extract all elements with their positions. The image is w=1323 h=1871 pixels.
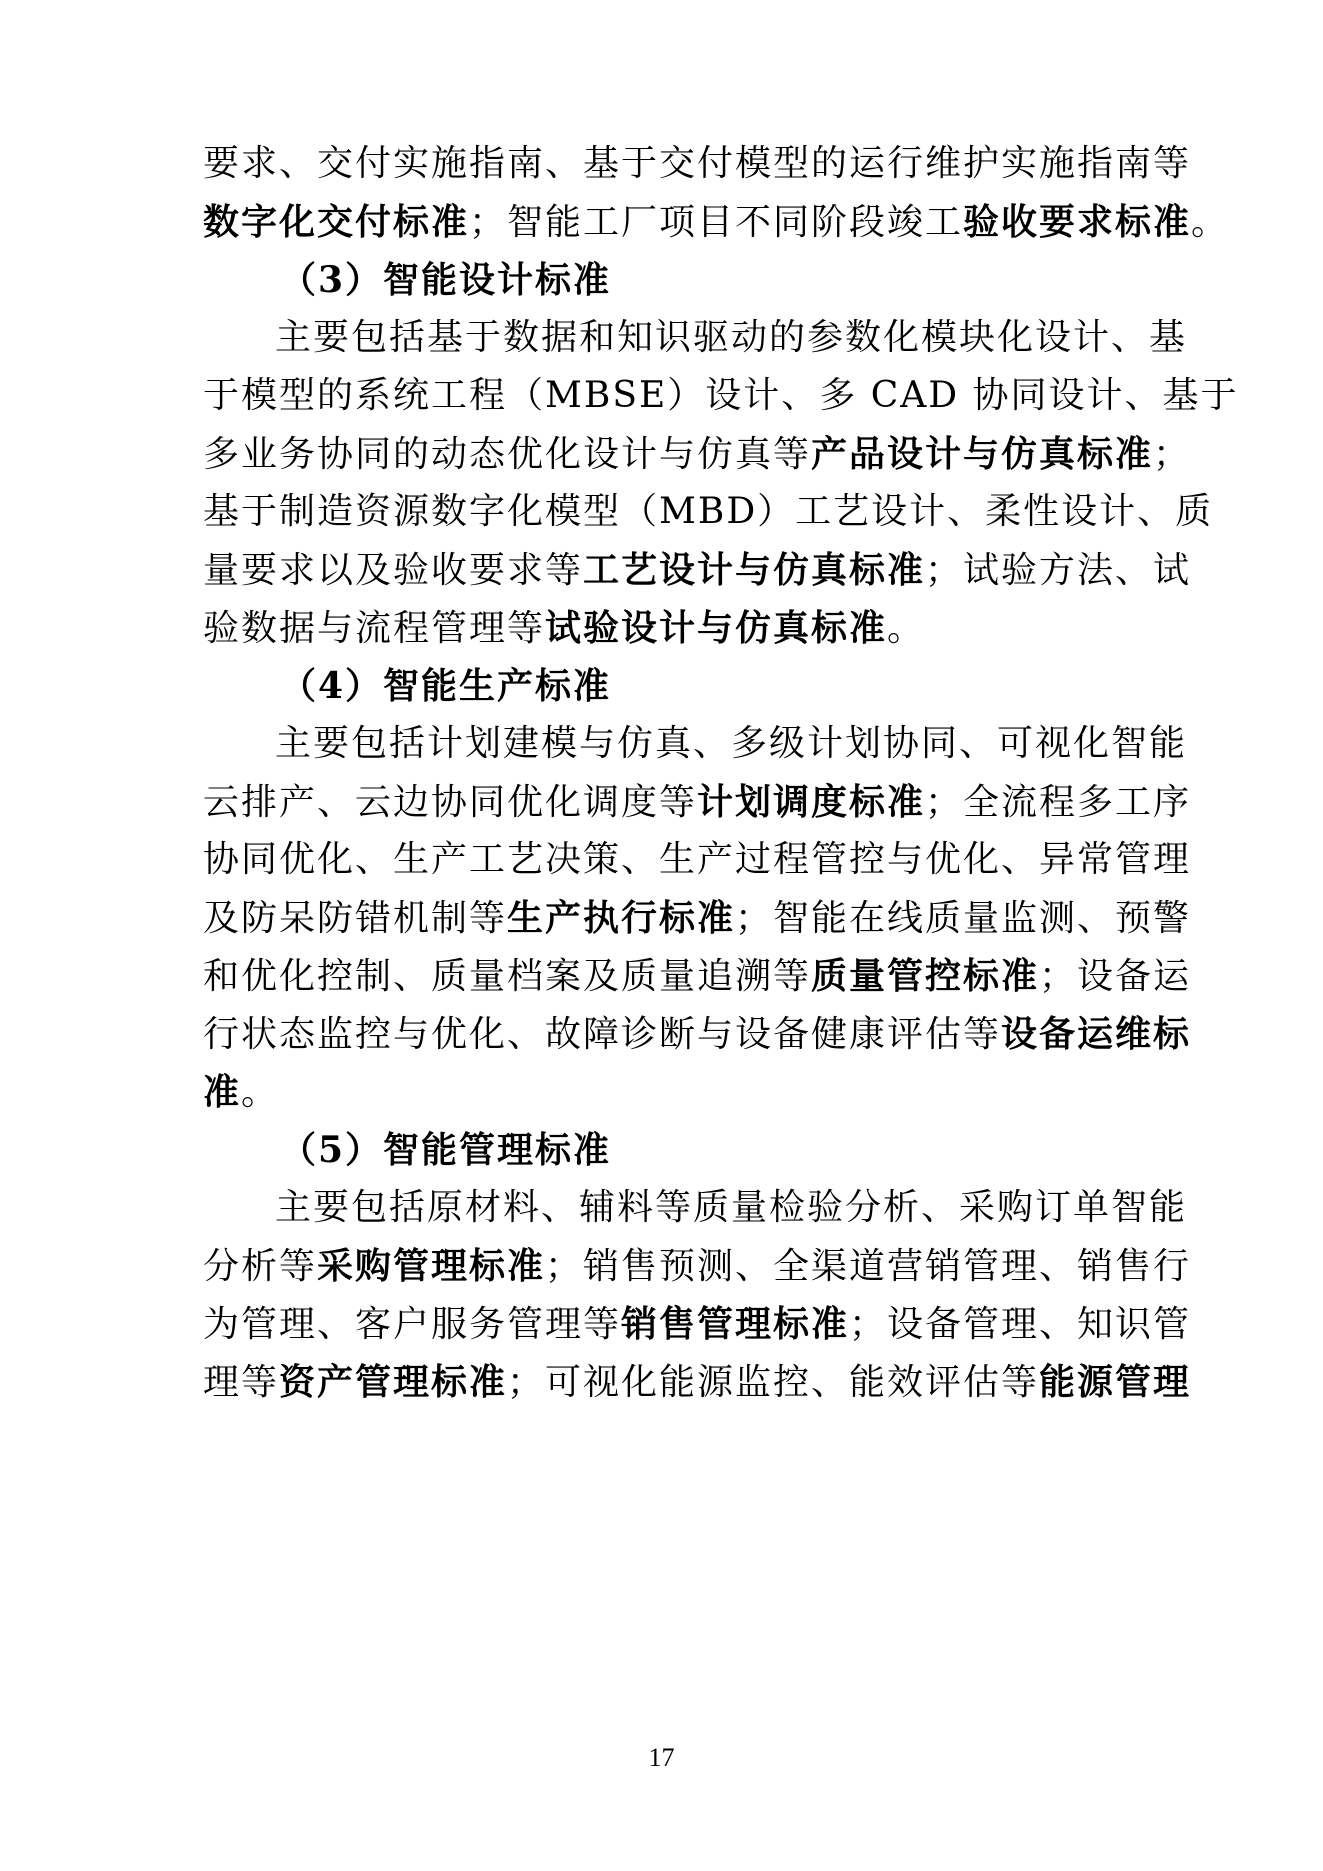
text-run: 量要求以及验收要求等: [203, 550, 584, 591]
heading-text: （4）智能生产标准: [280, 665, 612, 707]
paragraph-line: [203, 193, 1230, 251]
text-run: ；: [1153, 434, 1192, 475]
paragraph-line: [203, 1005, 1192, 1063]
text-run: 主要包括原材料、辅料等质量检验分析、采购订单智能: [275, 1187, 1188, 1228]
text-run: ；可视化能源监控、能效评估等: [507, 1362, 1040, 1403]
text-run: 主要包括基于数据和知识驱动的参数化模块化设计、基: [275, 317, 1188, 358]
paragraph-line: [203, 1237, 1192, 1295]
bold-term: 能源管理: [1039, 1361, 1192, 1403]
text-run: ；试验方法、试: [925, 550, 1192, 591]
text-run: 于模型的系统工程（MBSE）设计、多 CAD 协同设计、基于: [203, 375, 1239, 416]
paragraph-line: [203, 1353, 1192, 1411]
text-run: ；智能工厂项目不同阶段竣工: [469, 202, 964, 243]
text-run: ；销售预测、全渠道营销管理、销售行: [545, 1246, 1192, 1287]
paragraph-line: [203, 1295, 1192, 1353]
text-run: 分析等: [203, 1246, 318, 1287]
bold-term: 验收要求标准: [963, 201, 1192, 243]
text-run: 主要包括计划建模与仿真、多级计划协同、可视化智能: [275, 723, 1188, 764]
bold-term: 产品设计与仿真标准: [811, 433, 1154, 475]
text-run: 和优化控制、质量档案及质量追溯等: [203, 956, 812, 997]
text-run: 协同优化、生产工艺决策、生产过程管控与优化、异常管理: [203, 839, 1192, 880]
bold-term: 设备运维标: [1001, 1013, 1192, 1055]
paragraph-line: [275, 1179, 1188, 1237]
paragraph-line: [275, 715, 1188, 773]
bold-term: 试验设计与仿真标准: [545, 607, 888, 649]
text-run: ；全流程多工序: [925, 782, 1192, 823]
bold-term: 数字化交付标准: [203, 201, 470, 243]
heading-text: （3）智能设计标准: [280, 259, 612, 301]
text-run: 云排产、云边协同优化调度等: [203, 782, 698, 823]
bold-term: 资产管理标准: [279, 1361, 508, 1403]
paragraph-line: [203, 599, 1133, 657]
text-run: 为管理、客户服务管理等: [203, 1304, 622, 1345]
paragraph-line: [203, 135, 1192, 193]
text-run: 及防呆防错机制等: [203, 898, 508, 939]
paragraph-line: [275, 309, 1188, 367]
text-run: 。: [887, 608, 926, 649]
paragraph-line: [203, 1063, 1133, 1121]
text-run: 要求、交付实施指南、基于交付模型的运行维护实施指南等: [203, 143, 1192, 184]
text-run: 理等: [203, 1362, 280, 1403]
bold-term: 准: [203, 1071, 242, 1113]
section-heading: [280, 657, 1210, 715]
bold-term: 采购管理标准: [317, 1245, 546, 1287]
paragraph-line: [203, 367, 1239, 425]
text-run: 。: [1191, 202, 1230, 243]
text-run: 验数据与流程管理等: [203, 608, 546, 649]
heading-text: （5）智能管理标准: [280, 1129, 612, 1171]
text-run: ；设备运: [1039, 956, 1192, 997]
text-run: 行状态监控与优化、故障诊断与设备健康评估等: [203, 1014, 1002, 1055]
paragraph-line: [203, 831, 1192, 889]
bold-term: 生产执行标准: [507, 897, 736, 939]
section-heading: [280, 1121, 1210, 1179]
paragraph-line: [203, 773, 1192, 831]
text-run: 多业务协同的动态优化设计与仿真等: [203, 434, 812, 475]
paragraph-line: [203, 541, 1192, 599]
paragraph-line: [203, 947, 1192, 1005]
text-run: 。: [241, 1072, 280, 1113]
text-run: ；设备管理、知识管: [849, 1304, 1192, 1345]
page-number: 17: [648, 1743, 675, 1772]
bold-term: 计划调度标准: [697, 781, 926, 823]
bold-term: 质量管控标准: [811, 955, 1040, 997]
paragraph-line: [203, 425, 1192, 483]
paragraph-line: [203, 483, 1214, 541]
bold-term: 工艺设计与仿真标准: [583, 549, 926, 591]
section-heading: [280, 251, 1210, 309]
paragraph-line: [203, 889, 1192, 947]
bold-term: 销售管理标准: [621, 1303, 850, 1345]
text-run: ；智能在线质量监测、预警: [735, 898, 1192, 939]
text-run: 基于制造资源数字化模型（MBD）工艺设计、柔性设计、质: [203, 491, 1214, 532]
